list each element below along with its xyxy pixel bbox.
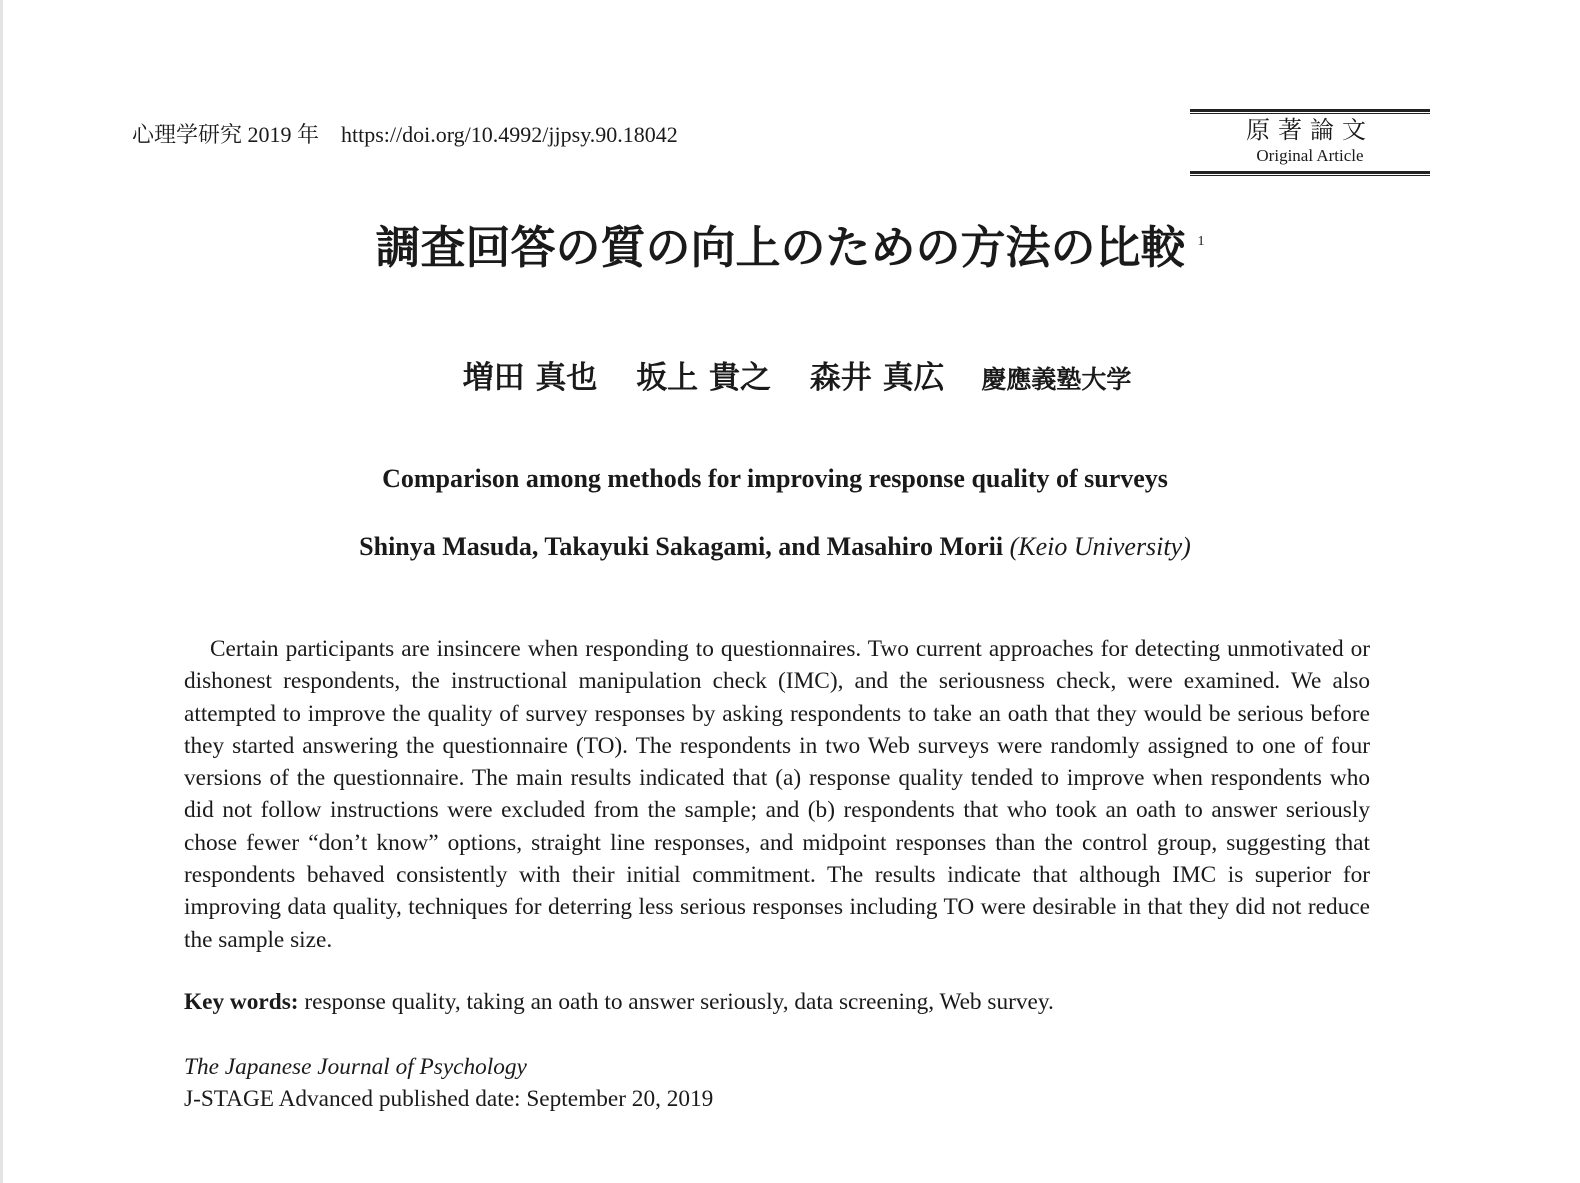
title-ja-text: 調査回答の質の向上のための方法の比較 <box>375 221 1186 274</box>
doi-link[interactable]: https://doi.org/10.4992/jjpsy.90.18042 <box>341 122 678 147</box>
box-rule-top <box>1190 109 1430 114</box>
author-ja-2: 坂上 貴之 <box>636 360 771 396</box>
journal-name: The Japanese Journal of Psychology <box>184 1054 527 1080</box>
authors-ja <box>0 356 1580 402</box>
author-ja-3: 森井 真広 <box>809 360 945 396</box>
published-date: J-STAGE Advanced published date: September 20, 2019 <box>184 1086 714 1112</box>
article-type-box <box>1190 109 1430 176</box>
keywords <box>184 986 1054 1018</box>
authors-en <box>0 530 1550 564</box>
article-type-en: Original Article <box>1256 146 1364 165</box>
journal-header <box>132 118 678 149</box>
author-names-en: Shinya Masuda, Takayuki Sakagami, and Masahiro Morii <box>359 532 1004 561</box>
title-footnote-marker[interactable]: 1 <box>1197 234 1205 249</box>
box-rule-bottom <box>1190 171 1430 176</box>
article-type-ja: 原著論文 <box>1246 118 1374 144</box>
journal-year: 心理学研究 2019 年 <box>132 122 320 147</box>
keywords-text: response quality, taking an oath to answer seriously, data screening, Web survey. <box>304 989 1054 1015</box>
keywords-label: Key words: <box>184 989 299 1015</box>
page-edge <box>0 0 3 1183</box>
affiliation-en: (Keio University) <box>1009 532 1191 561</box>
affiliation-ja: 慶應義塾大学 <box>981 365 1132 394</box>
author-ja-1: 増田 真也 <box>462 360 598 396</box>
title-en: Comparison among methods for improving response quality of surveys <box>382 464 1168 493</box>
title-ja <box>0 218 1580 278</box>
abstract: Certain participants are insincere when responding to questionnaires. Two current approaches for detecting unmotivated or dishonest respondents, the instructional manipulation check (IMC), and the seriousness check, were examined. We also attempted to improve the quality of survey responses by asking respondents to take an oath that they would be serious before they started answering the questionnaire (TO). The respondents in two Web surveys were randomly assigned to one of four versions of the questionnaire. The main results indicated that (a) response quality tended to improve when respondents who did not follow instructions were excluded from the sample; and (b) respondents that who took an oath to answer seriously chose fewer “don’t know” options, straight line responses, and midpoint responses than the control group, suggesting that respondents behaved consistently with their initial commitment. The results indicate that although IMC is superior for improving data quality, techniques for deterring less serious responses including TO were desirable in that they did not reduce the sample size. <box>184 636 1370 953</box>
